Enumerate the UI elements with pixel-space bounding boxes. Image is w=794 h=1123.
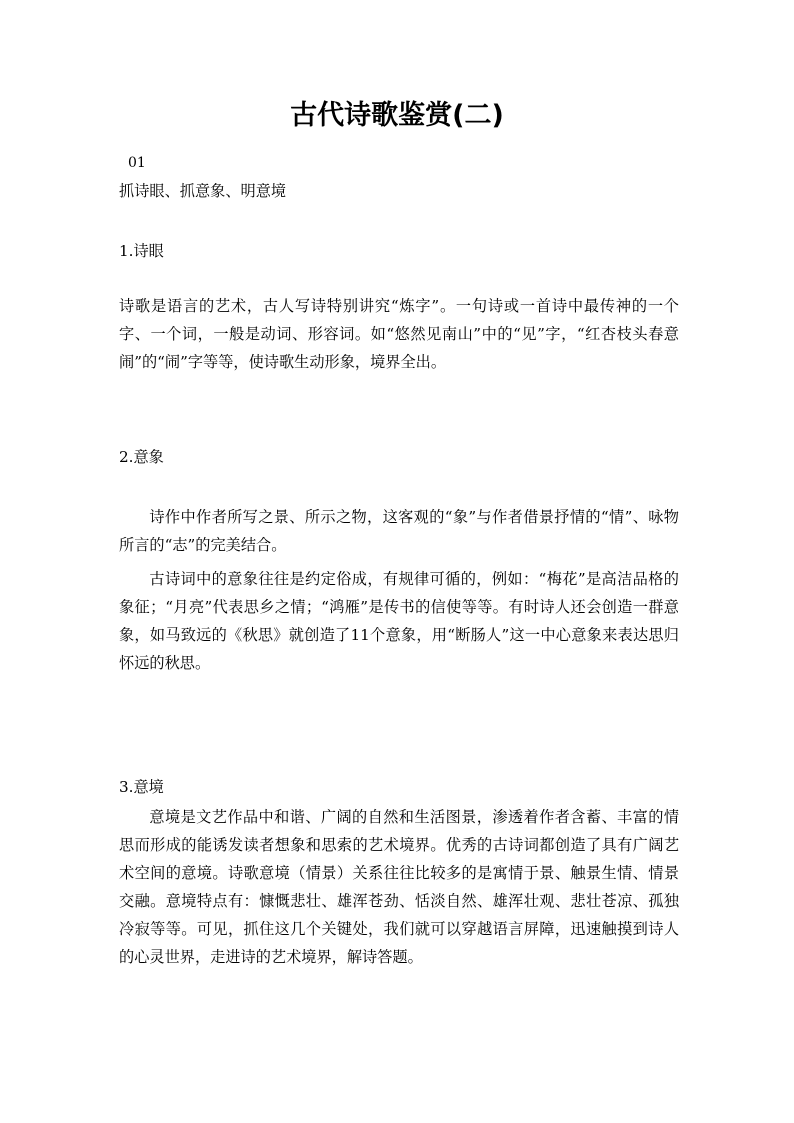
part-heading-yijing: 3.意境 bbox=[119, 778, 164, 796]
paragraph-yixiang-1: 诗作中作者所写之景、所示之物，这客观的“象”与作者借景抒情的“情”、咏物所言的“志”的完美结合。 bbox=[119, 508, 679, 554]
page-title: 古代诗歌鉴赏(二) bbox=[290, 100, 504, 131]
part-heading-shiyan: 1.诗眼 bbox=[119, 242, 164, 260]
section-number: 01 bbox=[128, 155, 146, 171]
paragraph-shiyan: 诗歌是语言的艺术，古人写诗特别讲究“炼字”。一句诗或一首诗中最传神的一个字、一个词，一般是动词、形容词。如“悠然见南山”中的“见”字，“红杏枝头春意闹”的“闹”字等等，使诗歌生动形象，境界全出。 bbox=[119, 297, 679, 371]
paragraph-yixiang-2: 古诗词中的意象往往是约定俗成，有规律可循的，例如：“梅花”是高洁品格的象征；“月亮”代表思乡之情；“鸿雁”是传书的信使等等。有时诗人还会创造一群意象，如马致远的《秋思》就创造了11个意象，用“断肠人”这一中心意象来表达思归怀远的秋思。 bbox=[119, 570, 679, 672]
section-heading: 抓诗眼、抓意象、明意境 bbox=[119, 182, 287, 200]
part-heading-yixiang: 2.意象 bbox=[119, 448, 164, 466]
paragraph-yijing: 意境是文艺作品中和谐、广阔的自然和生活图景，渗透着作者含蓄、丰富的情思而形成的能诱发读者想象和思索的艺术境界。优秀的古诗词都创造了具有广阔艺术空间的意境。诗歌意境（情景）关系往往比较多的是寓情于景、触景生情、情景交融。意境特点有：慷慨悲壮、雄浑苍劲、恬淡自然、雄浑壮观、悲壮苍凉、孤独冷寂等等。可见，抓住这几个关键处，我们就可以穿越语言屏障，迅速触摸到诗人的心灵世界，走进诗的艺术境界，解诗答题。 bbox=[119, 808, 679, 966]
